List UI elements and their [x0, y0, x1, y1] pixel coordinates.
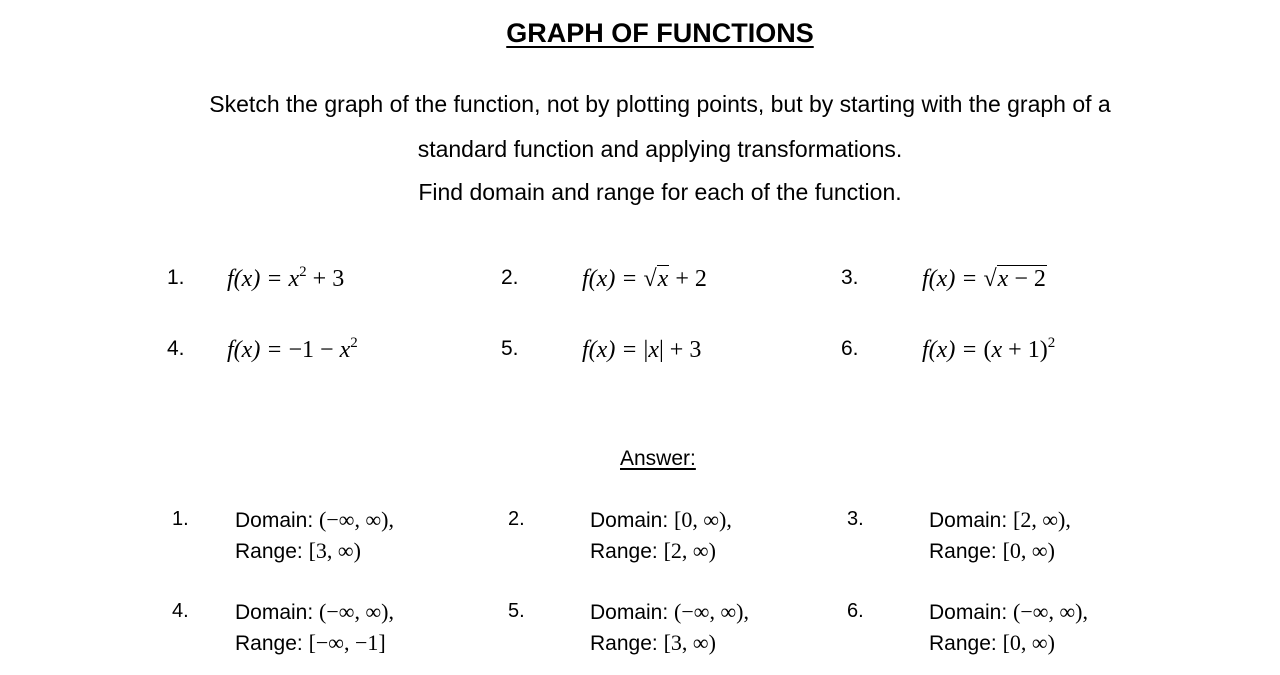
- function-expression: $(x + 1)^2$: [983, 335, 1056, 363]
- answer-domain: [590, 507, 732, 533]
- answer-range: [590, 630, 716, 656]
- superscript: 2: [350, 335, 358, 351]
- domain-value: [2, ∞),: [1013, 507, 1071, 532]
- answer-domain: [929, 599, 1088, 625]
- answer-domain: [235, 507, 394, 533]
- answer-range: [235, 630, 386, 656]
- range-value: [−∞, −1]: [308, 630, 386, 655]
- domain-label: Domain:: [235, 509, 320, 532]
- problem-function: [582, 266, 707, 293]
- domain-label: Domain:: [590, 601, 675, 624]
- answer-domain: [929, 507, 1071, 533]
- domain-label: Domain:: [590, 509, 675, 532]
- domain-value: (−∞, ∞),: [319, 507, 394, 532]
- answer-range: [235, 538, 361, 564]
- range-label: Range:: [235, 540, 309, 563]
- domain-value: (−∞, ∞),: [1013, 599, 1088, 624]
- range-label: Range:: [590, 540, 664, 563]
- instruction-line-2: standard function and applying transformations.: [417, 136, 903, 162]
- range-value: [0, ∞): [1002, 630, 1055, 655]
- domain-value: (−∞, ∞),: [674, 599, 749, 624]
- sqrt-symbol: √x − 2: [983, 266, 1046, 292]
- answer-number: 2.: [508, 508, 525, 530]
- answer-heading: Answer:: [620, 447, 696, 470]
- range-value: [0, ∞): [1002, 538, 1055, 563]
- domain-label: Domain:: [929, 601, 1014, 624]
- answer-number: 6.: [847, 600, 864, 622]
- answer-number: 3.: [847, 508, 864, 530]
- sqrt-symbol: √x: [643, 266, 669, 292]
- problem-number: 6.: [841, 337, 859, 360]
- answer-range: [929, 538, 1055, 564]
- problem-number: 4.: [167, 337, 185, 360]
- function-lhs: f(x) =: [922, 266, 984, 292]
- problem-number: 5.: [501, 337, 519, 360]
- problem-number: 3.: [841, 266, 859, 289]
- instruction-line-3: Find domain and range for each of the function.: [418, 179, 902, 205]
- answer-number: 1.: [172, 508, 189, 530]
- function-lhs: f(x) =: [227, 337, 289, 363]
- answer-domain: [235, 599, 394, 625]
- superscript: 2: [1047, 335, 1056, 351]
- problem-function: [582, 337, 701, 364]
- range-value: [3, ∞): [663, 630, 716, 655]
- range-label: Range:: [929, 632, 1003, 655]
- superscript: 2: [299, 264, 307, 280]
- answer-number: 4.: [172, 600, 189, 622]
- function-expression: $x^2 + 3$: [288, 264, 345, 292]
- function-tail: + 2: [669, 266, 707, 292]
- problem-function: [227, 266, 344, 293]
- radicand: x − 2: [997, 266, 1046, 292]
- page-title: GRAPH OF FUNCTIONS: [506, 18, 814, 48]
- function-expression: |x| + 3: [643, 337, 702, 363]
- problem-function: [922, 337, 1055, 364]
- problem-number: 2.: [501, 266, 519, 289]
- instruction-line-1: Sketch the graph of the function, not by plotting points, but by starting with the graph of a: [209, 91, 1111, 117]
- function-lhs: f(x) =: [582, 266, 644, 292]
- problem-number: 1.: [167, 266, 185, 289]
- range-label: Range:: [929, 540, 1003, 563]
- domain-label: Domain:: [929, 509, 1014, 532]
- answer-domain: [590, 599, 749, 625]
- problem-function: [922, 266, 1047, 293]
- problem-function: [227, 337, 358, 364]
- function-lhs: f(x) =: [922, 337, 984, 363]
- range-label: Range:: [235, 632, 309, 655]
- range-value: [2, ∞): [663, 538, 716, 563]
- radicand: x: [657, 266, 669, 292]
- domain-value: (−∞, ∞),: [319, 599, 394, 624]
- domain-label: Domain:: [235, 601, 320, 624]
- range-value: [3, ∞): [308, 538, 361, 563]
- answer-number: 5.: [508, 600, 525, 622]
- function-lhs: f(x) =: [582, 337, 644, 363]
- function-lhs: f(x) =: [227, 266, 289, 292]
- domain-value: [0, ∞),: [674, 507, 732, 532]
- range-label: Range:: [590, 632, 664, 655]
- answer-range: [590, 538, 716, 564]
- answer-range: [929, 630, 1055, 656]
- function-expression: $-1 - x^2$: [288, 335, 358, 363]
